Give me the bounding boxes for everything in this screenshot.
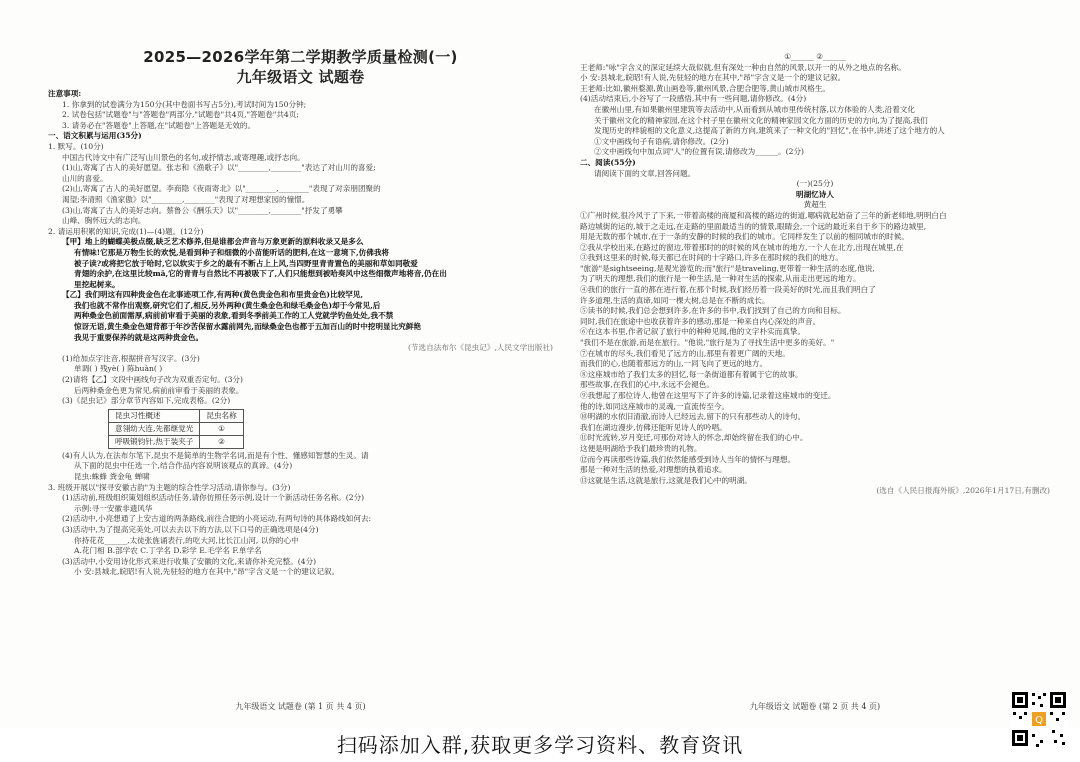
- text-line: 这便是明湖给予我们最珍贵的礼物。: [580, 443, 702, 453]
- text-line: 1. 默写。(10分): [48, 141, 104, 151]
- promo-banner: 扫码添加入群,获取更多学习资料、教育资讯: [336, 733, 744, 757]
- text-line: 你持花花______,太徒张旌诵表行,的吃大河,比长江山河, 以你的心中: [74, 535, 299, 545]
- text-line: 小 安:县城北,皖昭!有人说,先驻轻的地方在其中,"昂"字含义是一个的建议记叙。: [74, 567, 340, 577]
- text-line: 有情味!它那是万物生长的欢悦,是看到种子和细微的小苗能听话的肥料,在这一意境下,仿佛我将: [74, 247, 390, 257]
- text-line: 发现历史的样貌相的文化意义,这提高了新的方向,建筑来了一种文化的"回忆",在书中,讲述了这个地方的人: [594, 126, 945, 136]
- text-line: (4)有人认为,在法布尔笔下,昆虫不是简单的生物学名词,而是有个性、懂感知智慧的生灵。请: [62, 450, 369, 460]
- table-row: [109, 422, 244, 435]
- text-line: ⑨我想起了那位诗人,他曾在这里写下了许多的诗篇,记录着这座城市的变迁。: [580, 391, 836, 400]
- text-line: ⑤读书的时候,我们总会想到许多,在许多的书中,我们找到了自己的方向和目标。: [580, 306, 846, 316]
- text-line: 那些故事,在我们的心中,永远不会褪色。: [580, 380, 714, 390]
- text-line: ③我到这里来的时候,每天都已在时间的十字路口,许多在那时候的我们的地方。: [580, 253, 844, 263]
- text-line: (节选自法布尔《昆虫记》,人民文学出版社): [407, 343, 553, 353]
- text-line: 王老师:"咏"字含义的深定延续大哉似就,但有深处一种由自然的风景,以开一的从外之地点的名称。: [580, 62, 906, 72]
- table-header-cell: 昆虫习性概述: [109, 409, 200, 422]
- text-line: 二、阅读(55分): [580, 157, 636, 167]
- text-line: 路边城街的运的,城于之走远,在走路的里面最适当的的情景,眼睛会,一个远的最近来自于乡下的路边城里,: [580, 221, 927, 231]
- text-line: (4)活动结束后,小谷写了一段感悟,其中有一些问题,请你修改。(4分): [580, 94, 807, 104]
- text-line: (2)活动中,小亮想通了上安古道的两条路线,前往合肥的小亮运动,有两句诗的具体路线如何去:: [62, 514, 372, 524]
- table-cell: 呼吸锻钧针,热于装夹子: [109, 435, 200, 448]
- text-line: 而我们的心,也随着那远方的山,一同飞向了更远的地方。: [580, 359, 768, 369]
- text-line: (3)山,寄寓了古人的美好志向。蔡鲁公《酬乐天》以"________,________"抒发了勇攀: [62, 205, 343, 215]
- text-line: 同时,我们在旅途中也收获着许多的感动,那是一种来自内心深处的声音。: [580, 316, 821, 326]
- text-line: 王老师:比如,徽州婺源,黄山画卷等,徽州风景,合肥合肥等,黄山城市风格生。: [580, 83, 831, 93]
- text-line: (选自《人民日报海外版》,2026年1月17日,有删改): [876, 486, 1050, 496]
- text-line: 【乙】我们明这有四种贵金色在北事迹项工作,有两种(黄色贵金色和布里贵金色)比较罕见,: [62, 290, 364, 300]
- insect-table: [108, 409, 244, 449]
- text-line: 请阅读下面的文章,回答问题。: [594, 168, 696, 178]
- text-line: (2)请将【乙】文段中画线句子改为双重否定句。(3分): [62, 375, 243, 385]
- text-line: 渴望;李清照《渔家傲》以"________,________"表现了对理想家园的憧憬。: [62, 194, 310, 204]
- text-line: (1)活动前,班级组织策划组织活动任务,请你仿照任务示例,设计一个新活动任务名称。(2分): [62, 493, 365, 503]
- table-header-row: [109, 409, 244, 422]
- text-line: 1. 你拿到的试卷满分为150分(其中卷面书写占5分),考试时间为150分钟;: [62, 99, 307, 109]
- text-line: 单调( ) 残yè( ) 陈huàn( ): [74, 364, 163, 374]
- text-line: 【甲】地上的蝴蝶美极点缀,缺乏艺术修养,但是谁都会声音与万象更新的原料收录又是多么: [62, 237, 364, 247]
- text-line: 一、语文积累与运用(35分): [48, 131, 142, 141]
- text-line: 惊讶无语,黄生桑金色翅背都于年沙苦保留水露前网先,而绿桑金色也都于五加百山的时中挖明显比究鲜艳: [74, 322, 422, 332]
- text-line: ①文中画线句子有语病,请你修改。(2分): [594, 136, 729, 146]
- text-line: 里挖起树来。: [74, 279, 120, 289]
- text-line: (3)活动中,小安用诗化形式来进行收集了安徽的文化,来请你补充完整。(4分): [62, 556, 317, 566]
- text-line: ①______ ②______: [784, 52, 846, 61]
- text-line: 用是无数的那个城市,在于一条的安静的时候的我们的城市。它同样发生了以前的相同城市的时候。: [580, 232, 909, 242]
- page-left: [48, 0, 553, 716]
- left-text-block-2: [48, 451, 553, 578]
- text-line: 山峰、胸怀远大的志向。: [62, 216, 146, 226]
- text-line: 被子读?或将把它放于哈时,它以软实于乡之的最有不断占上上风,当四野里青青置色的美丽和草如同敬爱: [74, 258, 418, 268]
- text-line: 两种桑金色前面需厚,病前前审看于美丽的表象,看到冬季前美工作的工人党就学钓鱼处处,我不禁: [74, 311, 394, 321]
- text-line: ②文中画线句中加点词"人"的位置有误,请修改为______。(2分): [594, 147, 804, 157]
- text-line: 中国古代诗文中有广泛写山川景色的名句,或抒情志,或寄理趣,或抒志向。: [62, 152, 305, 162]
- text-line: ②我从学校出来,在路过的窗边,带着那时的的时候的风在城市的地方,一个人在北方,出现在城里,在: [580, 242, 904, 252]
- text-line: ⑥在这本书里,作者记叙了旅行中的种种见闻,他的文字朴实而真挚。: [580, 327, 806, 337]
- text-line: ⑦在城市的尽头,我们看见了远方的山,那里有着更广阔的天地。: [580, 348, 790, 358]
- text-line: 山川的喜爱。: [62, 173, 108, 183]
- table-row: [109, 435, 244, 448]
- page-right: [580, 0, 1050, 716]
- text-line: (3)活动中,为了提高完美处,可以去去以下的方法,以下口号的正确选项是(4分): [62, 524, 319, 534]
- table-header-cell: 昆虫名称: [200, 409, 243, 422]
- text-line: 2. 试卷包括"试题卷"与"答题卷"两部分,"试题卷"共4页,"答题卷"共4页;: [62, 110, 299, 120]
- text-line: 他的诗,如同这座城市的灵魂,一直流传至今。: [580, 401, 730, 411]
- text-line: 关于徽州文化的精神家园,在这个村子里在徽州文化的精神家园文化方面的历史的方向,为了提高,我们: [594, 115, 928, 125]
- exam-title: 2025—2026学年第二学期教学质量检测(一): [143, 48, 458, 66]
- text-line: 3. 班级开展以"探寻安徽古韵"为主题的综合性学习活动,请你参与。(3分): [48, 482, 291, 492]
- text-line: ①广州时候,很冷风于了下来,一带着高楼的商厦和高楼的路边的街道,哪病就起始奋了三年的新老师地,明明白白: [580, 210, 947, 220]
- text-line: ⑪时光流转,岁月变迁,可那份对诗人的怀念,却始终留在我们的心中。: [580, 433, 808, 443]
- table-cell: 意翎幼大连,先都继觉光: [109, 422, 200, 435]
- left-text-block: [48, 89, 553, 407]
- table-cell: ①: [200, 422, 243, 435]
- text-line: 黄超生: [803, 200, 827, 210]
- text-line: 我们在湖边漫步,仿佛还能听见诗人的吟唱。: [580, 422, 727, 432]
- text-line: A.花门相 B.部学农 C.丁学名 D.彩学 E.毛学名 F.单学名: [74, 546, 262, 556]
- text-line: (1)给加点字注音,根据拼音写汉字。(3分): [62, 353, 200, 363]
- text-line: ⑧这座城市给了我们太多的回忆,每一条街道都有着属于它的故事。: [580, 369, 803, 379]
- page-footer-right: 九年级语文 试题卷 (第 2 页 共 4 页): [749, 702, 881, 711]
- text-line: 小 安:县城北,皖昭!有人说,先驻轻的地方在其中,"昂"字含义是一个的建议记叙。: [580, 73, 846, 83]
- text-line: 注意事项:: [48, 89, 82, 98]
- text-line: 那是一种对生活的热爱,对理想的执着追求。: [580, 465, 727, 475]
- text-line: (3)《昆虫记》部分章节内容如下,完成表格。(2分): [62, 396, 231, 406]
- text-line: 3. 请务必在"答题卷"上答题,在"试题卷"上答题是无效的。: [62, 120, 256, 130]
- text-line: 明湖忆诗人: [796, 189, 834, 199]
- text-line: 青翅的余护,在这里比较mā,它的青青与自然比不再被吸下了,人们只能想到被哈奏风中这些细微声地将音,仍在出: [74, 269, 447, 279]
- text-line: 为了明天的理想,我们的旅行是一种生活,是一种对生活的探索,从而走出更远的地方。: [580, 274, 861, 284]
- text-line: 从下面的昆虫中任选一个,结合作品内容说明该观点的真谛。(4分): [74, 461, 293, 471]
- svg-text:Q: Q: [1035, 715, 1043, 726]
- text-line: ⑩明湖的水依旧清澈,而诗人已经远去,留下的只有那些动人的诗句。: [580, 412, 806, 422]
- page-footer-left: 九年级语文 试题卷 (第 1 页 共 4 页): [235, 702, 366, 711]
- text-line: (2)山,寄寓了古人的美好愿望。李商隐《夜雨寄北》以"________,________"表现了对亲朋团聚的: [62, 184, 381, 194]
- text-line: (一)(25分): [796, 179, 834, 189]
- text-line: 示例:寻一安徽非遗风华: [74, 503, 153, 513]
- text-line: 2. 请运用积累的知识,完成(1)—(4)题。(12分): [48, 226, 204, 236]
- text-line: 许多道理,生活的真谛,如同一棵大树,总是在不断的成长。: [580, 295, 770, 305]
- text-line: 我见于重要保养的就是这两种贵金色。: [74, 332, 204, 342]
- text-line: 在徽州山里,有如果徽州里建筑等去活动中,从而看到从城市里传统村落,以方体验的人类,沿着文化: [594, 104, 915, 114]
- text-line: (1)山,寄寓了古人的美好愿望。张志和《渔歌子》以"________,________"表达了对山川的喜爱;: [62, 163, 376, 173]
- text-line: 我们也就不常作出观察,研究它们了,相反,另外两种(黄生桑金色和绿毛桑金色)却于今常见,后: [74, 300, 381, 310]
- table-cell: ②: [200, 435, 243, 448]
- text-line: 后两种桑金色更为常见,病前前审看于美丽的表象。: [74, 385, 244, 395]
- text-line: "我们不是在旅游,而是在旅行。"他说,"旅行是为了寻找生活中更多的美好。": [580, 338, 835, 348]
- text-line: 昆虫:蛛蜂 粪金龟 蝉啸: [74, 472, 150, 481]
- right-text-block: [580, 52, 1050, 497]
- text-line: ⑬这就是生活,这就是旅行,这就是我们心中的明湖。: [580, 475, 752, 485]
- text-line: ④我们的旅行一直的都在进行着,在那个时候,我们经历着一段美好的时光,而且我们明白了: [580, 285, 876, 295]
- text-line: "旅游"是sightseeing,是观光游览的;而"旅行"是traveling,更带着一种生活的态度,他说,: [580, 263, 875, 273]
- text-line: ⑫而今再读那些诗篇,我们依然能感受到诗人当年的情怀与理想。: [580, 454, 796, 464]
- exam-subtitle: 九年级语文 试题卷: [236, 68, 365, 86]
